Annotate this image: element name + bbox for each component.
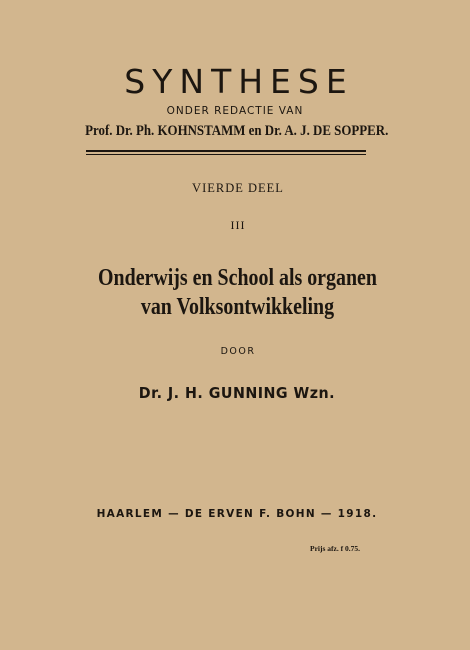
publisher-imprint: HAARLEM — DE ERVEN F. BOHN — 1918. — [96, 508, 378, 520]
series-title: SYNTHESE — [124, 62, 354, 101]
book-title — [40, 264, 430, 322]
author-name: Dr. J. H. GUNNING Wzn. — [138, 384, 336, 402]
book-title-line-2: van Volksontwikkeling — [140, 294, 335, 320]
by-label: DOOR — [220, 346, 256, 357]
volume-number: III — [230, 218, 246, 232]
volume-part: VIERDE DEEL — [192, 181, 284, 195]
editors-line: Prof. Dr. Ph. KOHNSTAMM en Dr. A. J. DE SOPPER. — [85, 123, 389, 139]
divider-rule-thick — [86, 150, 366, 152]
divider-rule-thin — [86, 154, 366, 155]
price-note: Prijs afz. f 0.75. — [310, 544, 360, 553]
editorial-line: ONDER REDACTIE VAN — [166, 105, 304, 117]
book-title-line-1: Onderwijs en School als organen — [98, 265, 377, 291]
